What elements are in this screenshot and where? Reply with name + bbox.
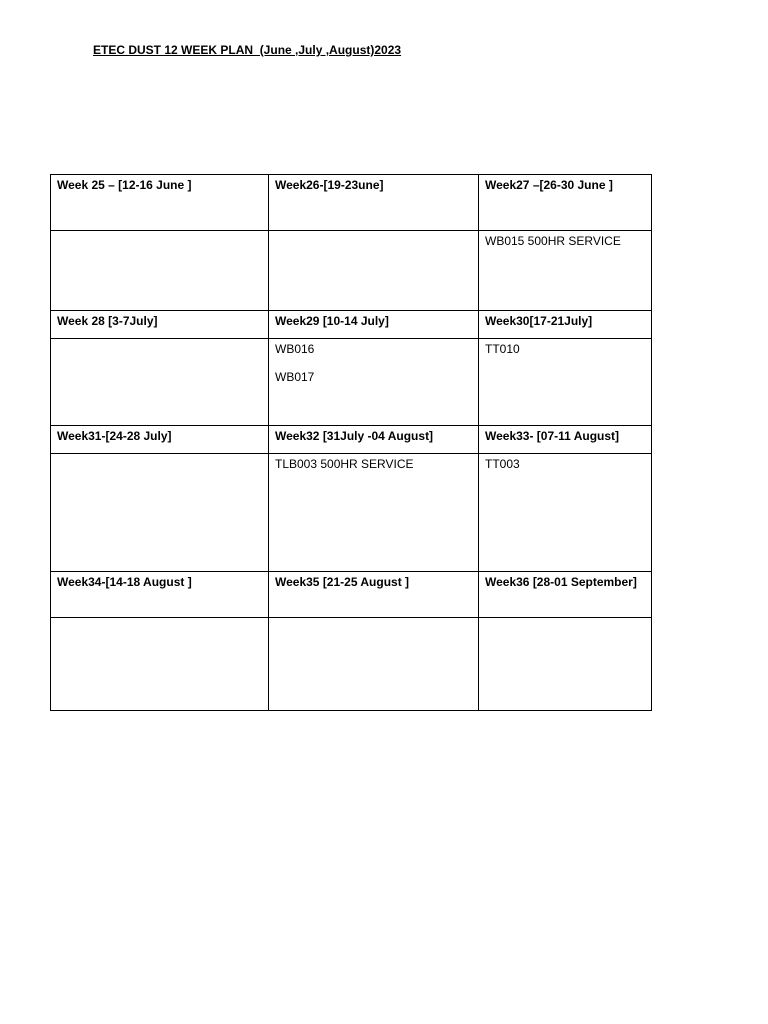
week-header-row: [51, 311, 652, 339]
week-header-row: [51, 426, 652, 454]
week-31-tasks: [51, 454, 269, 572]
week-36-tasks: [479, 618, 652, 711]
week-26-tasks: [269, 231, 479, 311]
week-34-header: Week34-[14-18 August ]: [51, 572, 269, 618]
week-29-tasks: [269, 339, 479, 426]
week-35-header: Week35 [21-25 August ]: [269, 572, 479, 618]
week-30-header: Week30[17-21July]: [479, 311, 652, 339]
week-25-header: Week 25 – [12-16 June ]: [51, 175, 269, 231]
week-26-header: Week26-[19-23une]: [269, 175, 479, 231]
week-plan-table: [50, 174, 652, 711]
week-33-tasks: [479, 454, 652, 572]
task-entry: TLB003 500HR SERVICE: [275, 457, 414, 471]
week-27-tasks: [479, 231, 652, 311]
document-title: ETEC DUST 12 WEEK PLAN (June ,July ,August)2023: [93, 43, 402, 57]
week-25-tasks: [51, 231, 269, 311]
task-entry: TT010: [485, 342, 520, 356]
week-tasks-row: [51, 231, 652, 311]
week-header-row: [51, 572, 652, 618]
week-33-header: Week33- [07-11 August]: [479, 426, 652, 454]
task-entry: WB016: [275, 342, 315, 356]
week-32-tasks: [269, 454, 479, 572]
task-entry: TT003: [485, 457, 520, 471]
week-32-header: Week32 [31July -04 August]: [269, 426, 479, 454]
week-28-header: Week 28 [3-7July]: [51, 311, 269, 339]
week-tasks-row: [51, 454, 652, 572]
week-tasks-row: [51, 618, 652, 711]
task-entry: WB017: [275, 370, 315, 384]
task-entry: WB015 500HR SERVICE: [485, 234, 621, 248]
week-tasks-row: [51, 339, 652, 426]
week-35-tasks: [269, 618, 479, 711]
week-28-tasks: [51, 339, 269, 426]
week-36-header: Week36 [28-01 September]: [479, 572, 652, 618]
week-29-header: Week29 [10-14 July]: [269, 311, 479, 339]
week-27-header: Week27 –[26-30 June ]: [479, 175, 652, 231]
week-31-header: Week31-[24-28 July]: [51, 426, 269, 454]
week-header-row: [51, 175, 652, 231]
week-30-tasks: [479, 339, 652, 426]
week-34-tasks: [51, 618, 269, 711]
